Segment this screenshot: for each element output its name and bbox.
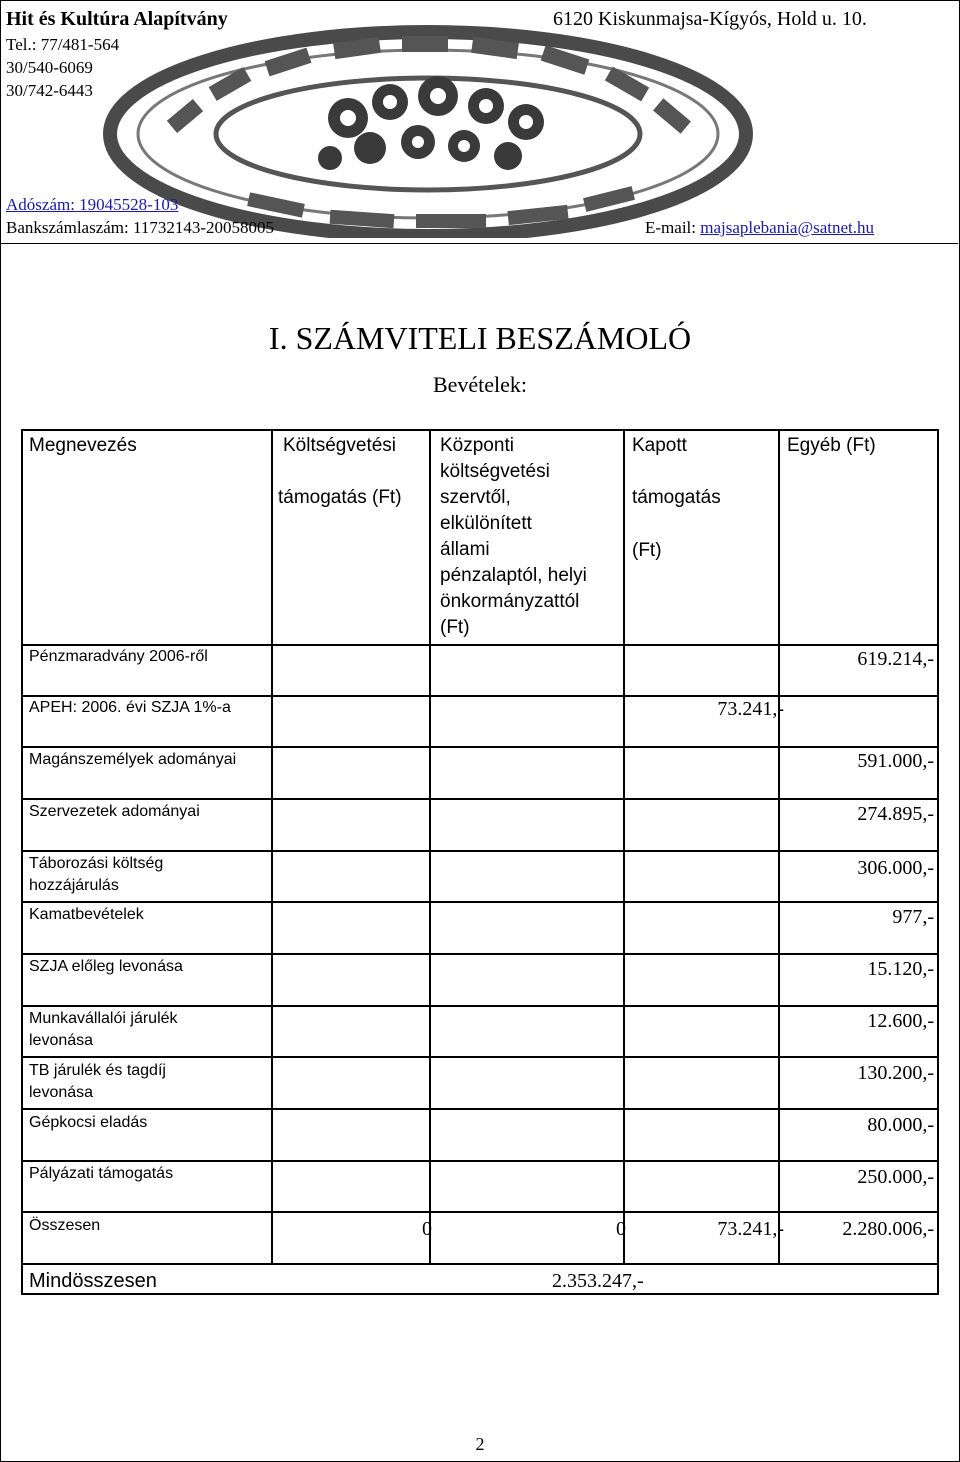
row-value: 73.241,- <box>717 698 784 720</box>
total-col2-value: 0 <box>422 1218 432 1240</box>
page-number: 2 <box>475 1434 485 1454</box>
foundation-seal <box>98 22 758 238</box>
header-kapott-ft: (Ft) <box>632 540 662 561</box>
grand-total-label: Mindösszesen <box>29 1270 157 1292</box>
row-label: APEH: 2006. évi SZJA 1%-a <box>29 699 231 716</box>
row-value: 15.120,- <box>867 958 934 980</box>
email-line <box>645 218 874 238</box>
row-label: Munkavállalói járulék levonása <box>29 1010 178 1049</box>
row-label: Táborozási költség hozzájárulás <box>29 855 164 894</box>
header-koltsegvetesi: Költségvetési <box>283 435 397 456</box>
row-value: 619.214,- <box>857 648 934 670</box>
row-value: 250.000,- <box>857 1166 934 1188</box>
header-kozponti-line: állami <box>440 539 490 560</box>
phone-line-2: 30/540-6069 <box>6 58 93 77</box>
row-value: 274.895,- <box>857 803 934 825</box>
phone-line-3: 30/742-6443 <box>6 81 93 100</box>
header-megnevezes: Megnevezés <box>29 435 137 456</box>
row-label: Kamatbevételek <box>29 906 144 923</box>
header-kapott-tamogatas: támogatás <box>632 487 721 508</box>
grand-total-value: 2.353.247,- <box>552 1270 644 1292</box>
row-label: Pályázati támogatás <box>29 1165 174 1182</box>
header-kozponti-line: Központi <box>440 435 514 456</box>
header-kozponti-line: pénzalaptól, helyi <box>440 565 587 586</box>
row-label: Gépkocsi eladás <box>29 1114 148 1131</box>
phone-line-1: Tel.: 77/481-564 <box>6 35 120 54</box>
header-kapott: Kapott <box>632 435 687 456</box>
header-kozponti-line: költségvetési <box>440 461 550 482</box>
header-tamogatas-ft: támogatás (Ft) <box>278 487 402 508</box>
header-kozponti-line: szervtől, <box>440 487 511 508</box>
organization-address: 6120 Kiskunmajsa-Kígyós, Hold u. 10. <box>553 8 867 30</box>
header-kozponti-line: elkülönített <box>440 513 532 534</box>
header-kozponti <box>440 433 587 641</box>
row-label: TB járulék és tagdíj levonása <box>29 1062 166 1101</box>
row-label: Magánszemélyek adományai <box>29 751 237 768</box>
header-egyeb: Egyéb (Ft) <box>787 435 876 456</box>
row-value: 306.000,- <box>857 857 934 879</box>
email-label: E-mail: <box>645 218 701 237</box>
row-label: Szervezetek adományai <box>29 803 200 820</box>
total-label: Összesen <box>29 1217 101 1234</box>
total-col3-value: 0 <box>616 1218 626 1240</box>
row-value: 130.200,- <box>857 1062 934 1084</box>
row-value: 591.000,- <box>857 750 934 772</box>
bank-account: Bankszámlaszám: 11732143-20058005 <box>6 218 275 237</box>
total-col4-value: 73.241,- <box>717 1218 784 1240</box>
row-value: 12.600,- <box>867 1010 934 1032</box>
row-label: SZJA előleg levonása <box>29 958 183 975</box>
tax-number <box>6 195 178 215</box>
row-label: Pénzmaradvány 2006-ről <box>29 648 208 665</box>
organization-name: Hit és Kultúra Alapítvány <box>6 8 228 30</box>
letterhead <box>0 0 958 244</box>
email-link[interactable]: majsaplebania@satnet.hu <box>700 218 875 237</box>
header-kozponti-line: önkormányzattól <box>440 591 580 612</box>
tax-number-text: Adószám: 19045528-103 <box>6 195 179 214</box>
row-value: 80.000,- <box>867 1114 934 1136</box>
report-title: I. SZÁMVITELI BESZÁMOLÓ <box>268 320 692 356</box>
row-value: 977,- <box>892 906 934 928</box>
total-col5-value: 2.280.006,- <box>842 1218 934 1240</box>
income-subtitle: Bevételek: <box>432 372 528 397</box>
header-kozponti-line: (Ft) <box>440 617 470 638</box>
